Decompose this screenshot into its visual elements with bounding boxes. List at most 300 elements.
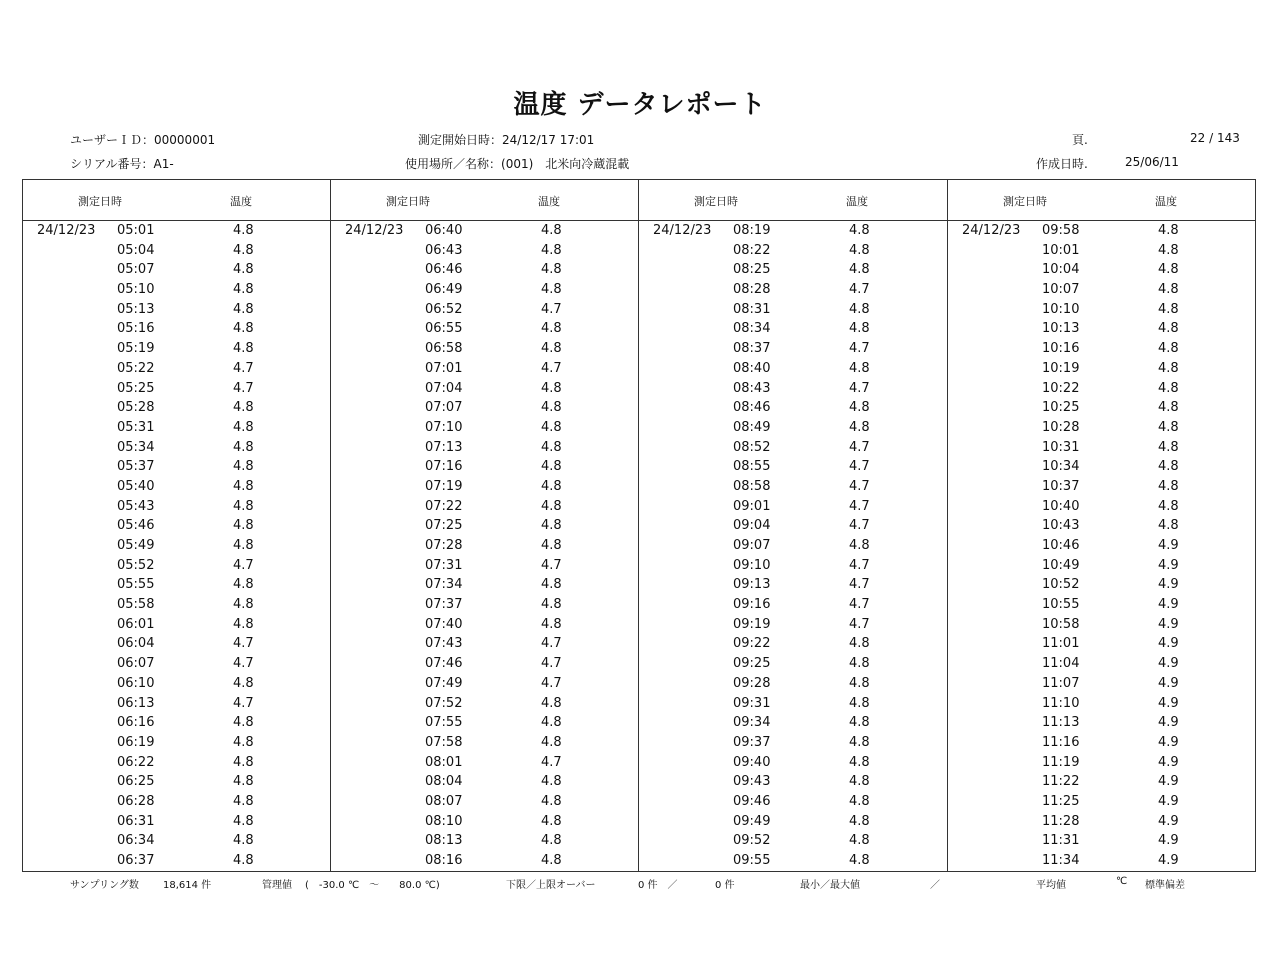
row-temp: 4.8 xyxy=(541,439,562,455)
row-time: 06:16 xyxy=(117,715,155,731)
table-row xyxy=(23,301,332,321)
table-row xyxy=(23,754,332,774)
row-temp: 4.9 xyxy=(1158,734,1179,750)
row-temp: 4.9 xyxy=(1158,557,1179,573)
table-row xyxy=(23,714,332,734)
row-temp: 4.8 xyxy=(1158,459,1179,475)
table-row xyxy=(948,616,1257,636)
row-time: 05:37 xyxy=(117,459,155,475)
table-row xyxy=(948,222,1257,242)
row-temp: 4.8 xyxy=(1158,262,1179,278)
row-temp: 4.8 xyxy=(849,419,870,435)
table-row xyxy=(331,340,640,360)
row-time: 10:52 xyxy=(1042,577,1080,593)
start-value: 24/12/17 17:01 xyxy=(502,133,595,147)
table-row xyxy=(639,320,948,340)
row-temp: 4.8 xyxy=(233,341,254,357)
row-temp: 4.8 xyxy=(541,321,562,337)
table-row xyxy=(23,458,332,478)
column-header-time: 測定日時 xyxy=(386,195,430,208)
row-temp: 4.8 xyxy=(849,833,870,849)
row-temp: 4.7 xyxy=(233,557,254,573)
row-time: 08:01 xyxy=(425,754,463,770)
table-row xyxy=(639,242,948,262)
row-time: 06:58 xyxy=(425,341,463,357)
location-value: (001) 北米向冷蔵混載 xyxy=(501,157,630,171)
row-time: 07:01 xyxy=(425,360,463,376)
row-time: 08:10 xyxy=(425,813,463,829)
row-time: 05:52 xyxy=(117,557,155,573)
table-row xyxy=(948,734,1257,754)
row-temp: 4.9 xyxy=(1158,833,1179,849)
table-row xyxy=(948,301,1257,321)
table-row xyxy=(331,655,640,675)
table-row xyxy=(948,537,1257,557)
table-row xyxy=(331,793,640,813)
row-temp: 4.8 xyxy=(233,419,254,435)
row-temp: 4.7 xyxy=(233,656,254,672)
table-row xyxy=(948,655,1257,675)
row-time: 09:28 xyxy=(733,675,771,691)
row-time: 10:25 xyxy=(1042,400,1080,416)
row-temp: 4.8 xyxy=(233,301,254,317)
table-row xyxy=(639,576,948,596)
row-temp: 4.7 xyxy=(541,675,562,691)
table-row xyxy=(331,773,640,793)
row-time: 11:13 xyxy=(1042,715,1080,731)
row-time: 06:31 xyxy=(117,813,155,829)
row-temp: 4.8 xyxy=(233,478,254,494)
row-time: 06:01 xyxy=(117,616,155,632)
row-temp: 4.8 xyxy=(233,459,254,475)
row-time: 07:10 xyxy=(425,419,463,435)
table-row xyxy=(948,419,1257,439)
table-row xyxy=(639,261,948,281)
row-temp: 4.8 xyxy=(233,498,254,514)
row-time: 10:10 xyxy=(1042,301,1080,317)
row-time: 10:22 xyxy=(1042,380,1080,396)
row-temp: 4.9 xyxy=(1158,695,1179,711)
row-temp: 4.8 xyxy=(233,853,254,868)
table-row xyxy=(948,320,1257,340)
table-row xyxy=(948,635,1257,655)
row-temp: 4.7 xyxy=(233,380,254,396)
table-row xyxy=(23,439,332,459)
table-row xyxy=(948,517,1257,537)
table-row xyxy=(948,458,1257,478)
row-temp: 4.8 xyxy=(541,262,562,278)
location xyxy=(405,155,629,172)
row-time: 10:34 xyxy=(1042,459,1080,475)
row-time: 11:31 xyxy=(1042,833,1080,849)
table-row xyxy=(639,340,948,360)
page-number: 22 / 143 xyxy=(1190,131,1240,145)
table-row xyxy=(23,813,332,833)
row-temp: 4.9 xyxy=(1158,636,1179,652)
row-temp: 4.8 xyxy=(233,518,254,534)
row-date: 24/12/23 xyxy=(962,223,1021,238)
user-id xyxy=(70,131,215,148)
row-temp: 4.8 xyxy=(849,262,870,278)
table-row xyxy=(948,852,1257,872)
table-row xyxy=(331,635,640,655)
table-row xyxy=(948,714,1257,734)
table-row xyxy=(331,832,640,852)
row-temp: 4.9 xyxy=(1158,675,1179,691)
row-time: 06:37 xyxy=(117,853,155,868)
row-time: 09:07 xyxy=(733,538,771,553)
table-row xyxy=(639,301,948,321)
row-temp: 4.7 xyxy=(849,380,870,396)
row-temp: 4.8 xyxy=(541,853,562,868)
row-time: 06:04 xyxy=(117,636,155,652)
footer-avg-unit: ℃ xyxy=(1116,876,1128,887)
row-temp: 4.8 xyxy=(1158,223,1179,238)
row-time: 05:49 xyxy=(117,538,155,553)
table-row xyxy=(639,695,948,715)
row-time: 06:10 xyxy=(117,675,155,691)
row-temp: 4.8 xyxy=(233,833,254,849)
row-time: 07:13 xyxy=(425,439,463,455)
table-row xyxy=(639,478,948,498)
table-row xyxy=(639,458,948,478)
table-row xyxy=(948,261,1257,281)
start-label: 測定開始日時： xyxy=(418,133,503,147)
table-row xyxy=(331,320,640,340)
row-time: 05:22 xyxy=(117,360,155,376)
row-temp: 4.8 xyxy=(233,538,254,553)
table-row xyxy=(331,596,640,616)
table-row xyxy=(23,832,332,852)
row-temp: 4.8 xyxy=(541,341,562,357)
row-temp: 4.8 xyxy=(1158,301,1179,317)
row-time: 08:07 xyxy=(425,793,463,809)
table-row xyxy=(948,380,1257,400)
row-time: 11:10 xyxy=(1042,695,1080,711)
row-time: 11:22 xyxy=(1042,774,1080,790)
row-temp: 4.7 xyxy=(541,557,562,573)
row-temp: 4.8 xyxy=(541,616,562,632)
row-temp: 4.7 xyxy=(233,695,254,711)
row-temp: 4.8 xyxy=(1158,282,1179,298)
table-row xyxy=(948,793,1257,813)
column-header-temp: 温度 xyxy=(230,195,252,208)
table-row xyxy=(948,498,1257,518)
row-temp: 4.8 xyxy=(849,538,870,553)
row-time: 05:31 xyxy=(117,419,155,435)
row-temp: 4.8 xyxy=(849,715,870,731)
row-time: 07:16 xyxy=(425,459,463,475)
row-time: 07:37 xyxy=(425,597,463,613)
row-time: 05:28 xyxy=(117,400,155,416)
row-temp: 4.8 xyxy=(541,813,562,829)
row-time: 10:01 xyxy=(1042,242,1080,258)
table-row xyxy=(948,832,1257,852)
row-time: 08:25 xyxy=(733,262,771,278)
footer-minmax-label: 最小／最大値 xyxy=(800,880,860,891)
row-time: 10:49 xyxy=(1042,557,1080,573)
row-time: 08:31 xyxy=(733,301,771,317)
serial-label: シリアル番号： xyxy=(70,157,154,171)
footer-avg-label: 平均値 xyxy=(1036,880,1066,891)
row-temp: 4.8 xyxy=(1158,498,1179,514)
row-temp: 4.8 xyxy=(1158,419,1179,435)
table-row xyxy=(23,419,332,439)
row-time: 05:07 xyxy=(117,262,155,278)
row-date: 24/12/23 xyxy=(345,223,404,238)
row-time: 06:52 xyxy=(425,301,463,317)
row-temp: 4.8 xyxy=(541,577,562,593)
table-row xyxy=(639,754,948,774)
row-temp: 4.7 xyxy=(849,478,870,494)
table-row xyxy=(23,655,332,675)
row-time: 09:58 xyxy=(1042,223,1080,238)
row-time: 08:46 xyxy=(733,400,771,416)
row-temp: 4.8 xyxy=(233,675,254,691)
serial-value: A1- xyxy=(153,157,174,171)
table-row xyxy=(639,498,948,518)
row-time: 07:40 xyxy=(425,616,463,632)
row-temp: 4.8 xyxy=(541,774,562,790)
row-time: 07:07 xyxy=(425,400,463,416)
created-label: 作成日時. xyxy=(1036,157,1088,171)
table-row xyxy=(331,734,640,754)
row-temp: 4.7 xyxy=(541,301,562,317)
table-row xyxy=(639,773,948,793)
row-temp: 4.8 xyxy=(849,636,870,652)
row-time: 07:55 xyxy=(425,715,463,731)
table-row xyxy=(23,852,332,872)
row-time: 07:34 xyxy=(425,577,463,593)
row-time: 06:46 xyxy=(425,262,463,278)
table-row xyxy=(331,242,640,262)
row-temp: 4.7 xyxy=(849,282,870,298)
row-temp: 4.8 xyxy=(541,223,562,238)
row-temp: 4.8 xyxy=(541,597,562,613)
row-temp: 4.9 xyxy=(1158,813,1179,829)
table-column xyxy=(23,180,332,870)
table-row xyxy=(948,813,1257,833)
row-time: 10:58 xyxy=(1042,616,1080,632)
row-time: 11:16 xyxy=(1042,734,1080,750)
table-row xyxy=(331,813,640,833)
row-time: 08:16 xyxy=(425,853,463,868)
row-time: 09:52 xyxy=(733,833,771,849)
row-temp: 4.7 xyxy=(541,360,562,376)
footer-samples: 18,614 件 xyxy=(163,880,212,891)
table-row xyxy=(331,616,640,636)
row-temp: 4.8 xyxy=(233,597,254,613)
row-temp: 4.8 xyxy=(849,400,870,416)
row-temp: 4.7 xyxy=(849,597,870,613)
row-time: 07:43 xyxy=(425,636,463,652)
table-row xyxy=(23,793,332,813)
row-time: 09:25 xyxy=(733,656,771,672)
row-time: 08:55 xyxy=(733,459,771,475)
row-date: 24/12/23 xyxy=(37,223,96,238)
table-column xyxy=(948,180,1257,870)
table-row xyxy=(639,222,948,242)
row-time: 06:43 xyxy=(425,242,463,258)
row-temp: 4.8 xyxy=(849,301,870,317)
table-row xyxy=(948,596,1257,616)
row-temp: 4.8 xyxy=(233,282,254,298)
row-time: 09:43 xyxy=(733,774,771,790)
row-temp: 4.8 xyxy=(1158,478,1179,494)
column-header-temp: 温度 xyxy=(1155,195,1177,208)
table-row xyxy=(23,734,332,754)
row-time: 06:40 xyxy=(425,223,463,238)
table-row xyxy=(23,537,332,557)
row-temp: 4.8 xyxy=(233,223,254,238)
row-temp: 4.8 xyxy=(849,793,870,809)
row-time: 07:49 xyxy=(425,675,463,691)
row-time: 05:58 xyxy=(117,597,155,613)
row-temp: 4.8 xyxy=(541,419,562,435)
row-time: 05:34 xyxy=(117,439,155,455)
table-row xyxy=(23,281,332,301)
row-temp: 4.7 xyxy=(849,557,870,573)
table-row xyxy=(331,458,640,478)
table-row xyxy=(948,360,1257,380)
table-row xyxy=(639,675,948,695)
table-row xyxy=(23,498,332,518)
row-temp: 4.8 xyxy=(541,478,562,494)
row-time: 05:10 xyxy=(117,282,155,298)
row-temp: 4.8 xyxy=(849,321,870,337)
row-time: 08:52 xyxy=(733,439,771,455)
row-temp: 4.8 xyxy=(233,616,254,632)
table-column xyxy=(331,180,640,870)
report-title: 温度 データレポート xyxy=(513,90,767,120)
row-time: 05:43 xyxy=(117,498,155,514)
table-row xyxy=(948,242,1257,262)
table-row xyxy=(639,734,948,754)
table-row xyxy=(331,360,640,380)
table-row xyxy=(639,517,948,537)
table-row xyxy=(639,813,948,833)
row-time: 08:13 xyxy=(425,833,463,849)
row-temp: 4.8 xyxy=(541,380,562,396)
row-temp: 4.8 xyxy=(233,439,254,455)
row-time: 11:25 xyxy=(1042,793,1080,809)
row-time: 11:19 xyxy=(1042,754,1080,770)
row-time: 06:22 xyxy=(117,754,155,770)
row-time: 09:49 xyxy=(733,813,771,829)
row-temp: 4.9 xyxy=(1158,616,1179,632)
row-time: 10:31 xyxy=(1042,439,1080,455)
table-row xyxy=(23,360,332,380)
footer-upper-count: 0 件 xyxy=(715,880,735,891)
table-column xyxy=(639,180,948,870)
footer-range: ( -30.0 ℃ ～ 80.0 ℃) xyxy=(305,880,440,891)
row-time: 10:46 xyxy=(1042,538,1080,553)
location-label: 使用場所／名称： xyxy=(405,157,502,171)
row-time: 10:07 xyxy=(1042,282,1080,298)
row-temp: 4.7 xyxy=(849,439,870,455)
table-row xyxy=(639,714,948,734)
row-temp: 4.8 xyxy=(849,734,870,750)
footer-minmax-sep: ／ xyxy=(930,880,940,891)
row-time: 06:07 xyxy=(117,656,155,672)
row-temp: 4.8 xyxy=(233,242,254,258)
row-temp: 4.9 xyxy=(1158,656,1179,672)
serial-number xyxy=(70,155,174,172)
table-row xyxy=(948,399,1257,419)
row-temp: 4.8 xyxy=(541,793,562,809)
table-row xyxy=(331,399,640,419)
row-temp: 4.8 xyxy=(849,754,870,770)
row-temp: 4.9 xyxy=(1158,754,1179,770)
table-row xyxy=(23,517,332,537)
row-time: 08:22 xyxy=(733,242,771,258)
row-temp: 4.8 xyxy=(1158,360,1179,376)
table-row xyxy=(23,478,332,498)
table-row xyxy=(948,675,1257,695)
footer-over-label: 下限／上限オーバー xyxy=(506,880,596,891)
row-time: 08:37 xyxy=(733,341,771,357)
row-time: 11:28 xyxy=(1042,813,1080,829)
user-id-value: 00000001 xyxy=(154,133,216,147)
row-time: 08:28 xyxy=(733,282,771,298)
row-temp: 4.8 xyxy=(541,518,562,534)
row-temp: 4.8 xyxy=(541,695,562,711)
row-temp: 4.9 xyxy=(1158,793,1179,809)
row-time: 07:52 xyxy=(425,695,463,711)
row-temp: 4.8 xyxy=(541,833,562,849)
measure-start xyxy=(418,131,594,148)
table-row xyxy=(948,281,1257,301)
table-row xyxy=(331,754,640,774)
table-row xyxy=(639,635,948,655)
column-header-time: 測定日時 xyxy=(1003,195,1047,208)
table-row xyxy=(639,380,948,400)
table-row xyxy=(331,419,640,439)
created-date: 25/06/11 xyxy=(1125,155,1179,169)
row-time: 09:04 xyxy=(733,518,771,534)
row-temp: 4.8 xyxy=(1158,321,1179,337)
row-time: 09:13 xyxy=(733,577,771,593)
row-time: 06:25 xyxy=(117,774,155,790)
row-time: 07:46 xyxy=(425,656,463,672)
row-time: 07:25 xyxy=(425,518,463,534)
row-time: 08:04 xyxy=(425,774,463,790)
table-row xyxy=(331,301,640,321)
row-temp: 4.9 xyxy=(1158,577,1179,593)
row-time: 11:01 xyxy=(1042,636,1080,652)
table-row xyxy=(23,557,332,577)
table-row xyxy=(948,439,1257,459)
row-time: 08:43 xyxy=(733,380,771,396)
table-row xyxy=(23,380,332,400)
row-time: 11:04 xyxy=(1042,656,1080,672)
table-row xyxy=(23,596,332,616)
row-temp: 4.8 xyxy=(1158,380,1179,396)
page-label: 頁. xyxy=(1072,133,1088,147)
table-row xyxy=(331,675,640,695)
table-row xyxy=(948,340,1257,360)
table-row xyxy=(639,419,948,439)
table-row xyxy=(639,281,948,301)
table-row xyxy=(23,242,332,262)
table-row xyxy=(23,576,332,596)
row-temp: 4.9 xyxy=(1158,597,1179,613)
row-time: 09:46 xyxy=(733,793,771,809)
row-temp: 4.9 xyxy=(1158,853,1179,868)
row-temp: 4.8 xyxy=(1158,518,1179,534)
table-row xyxy=(639,439,948,459)
row-temp: 4.7 xyxy=(849,459,870,475)
